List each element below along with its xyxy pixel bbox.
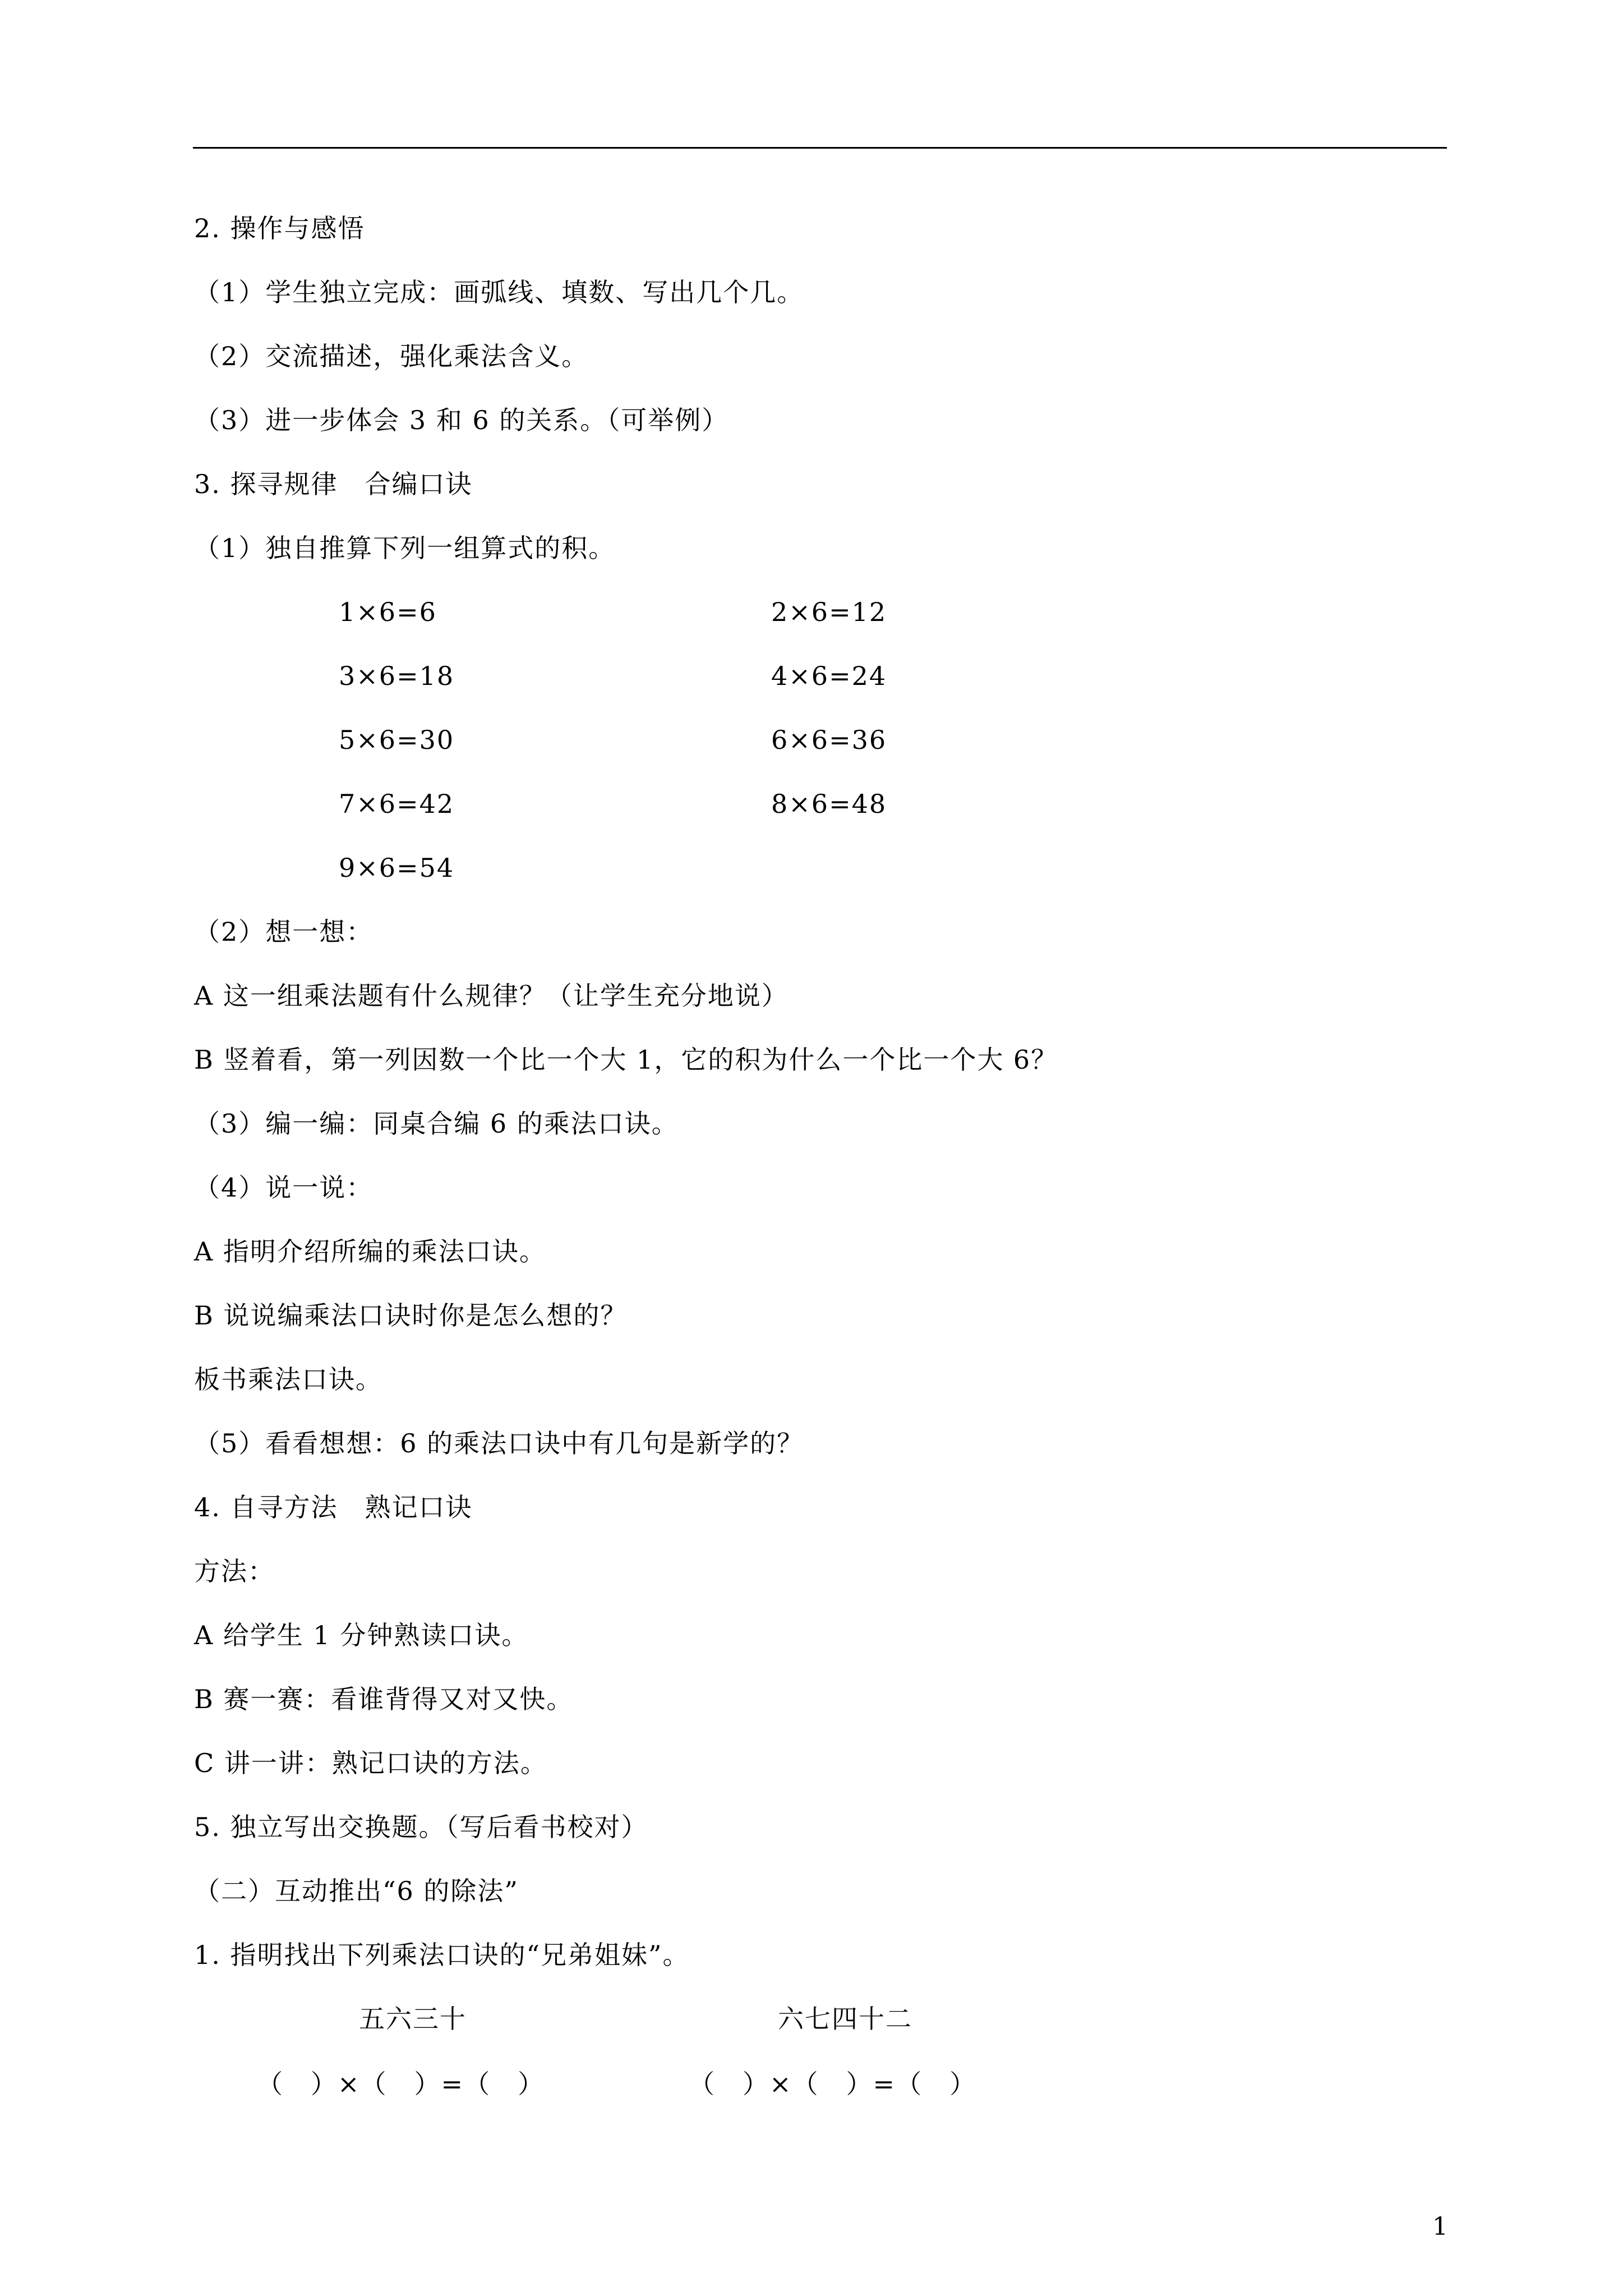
equation: 4×6=24 [771,661,887,691]
text-line: （3）编一编：同桌合编 6 的乘法口诀。 [194,1108,679,1139]
text-line: （5）看看想想：6 的乘法口诀中有几句是新学的？ [194,1428,804,1458]
equation: 1×6=6 [339,597,437,627]
equation: 9×6=54 [339,853,455,883]
text-line: （2）交流描述，强化乘法含义。 [194,341,589,371]
text-line: B 竖着看，第一列因数一个比一个大 1，它的积为什么一个比一个大 6？ [194,1045,1058,1075]
header-rule [193,147,1447,149]
equation: 7×6=42 [339,789,455,819]
blank-equation: （ ）×（ ）=（ ） [689,2069,977,2099]
text-line: A 给学生 1 分钟熟读口诀。 [194,1620,529,1650]
text-line: （4）说一说： [194,1172,374,1203]
equation: 6×6=36 [771,725,887,755]
equation: 8×6=48 [771,789,887,819]
text-line: B 说说编乘法口诀时你是怎么想的？ [194,1300,628,1331]
equation: 5×6=30 [339,725,455,755]
mnemonic: 五六三十 [359,2004,467,2034]
text-line: （1）学生独立完成：画弧线、填数、写出几个几。 [194,277,804,307]
equation: 2×6=12 [771,597,887,627]
text-line: （3）进一步体会 3 和 6 的关系。（可举例） [194,405,729,435]
heading-exchange: 5. 独立写出交换题。（写后看书校对） [194,1812,648,1842]
mnemonic: 六七四十二 [778,2004,912,2034]
heading-memorize: 4. 自寻方法 熟记口诀 [194,1492,473,1522]
text-line: 板书乘法口诀。 [194,1364,382,1395]
heading-operation: 2. 操作与感悟 [194,213,365,243]
text-line: B 赛一赛：看谁背得又对又快。 [194,1684,574,1714]
heading-rules: 3. 探寻规律 合编口诀 [194,469,473,499]
text-line: （1）独自推算下列一组算式的积。 [194,533,616,563]
text-line: 方法： [194,1556,275,1586]
text-line: （2）想一想： [194,917,374,947]
page-number: 1 [1432,2212,1448,2241]
blank-equation: （ ）×（ ）=（ ） [257,2069,545,2099]
equation: 3×6=18 [339,661,455,691]
heading-division: （二）互动推出“6 的除法” [194,1876,519,1906]
text-line: 1. 指明找出下列乘法口诀的“兄弟姐妹”。 [194,1940,690,1970]
text-line: C 讲一讲：熟记口诀的方法。 [194,1748,547,1778]
text-line: A 这一组乘法题有什么规律？（让学生充分地说） [194,981,789,1011]
text-line: A 指明介绍所编的乘法口诀。 [194,1236,546,1267]
